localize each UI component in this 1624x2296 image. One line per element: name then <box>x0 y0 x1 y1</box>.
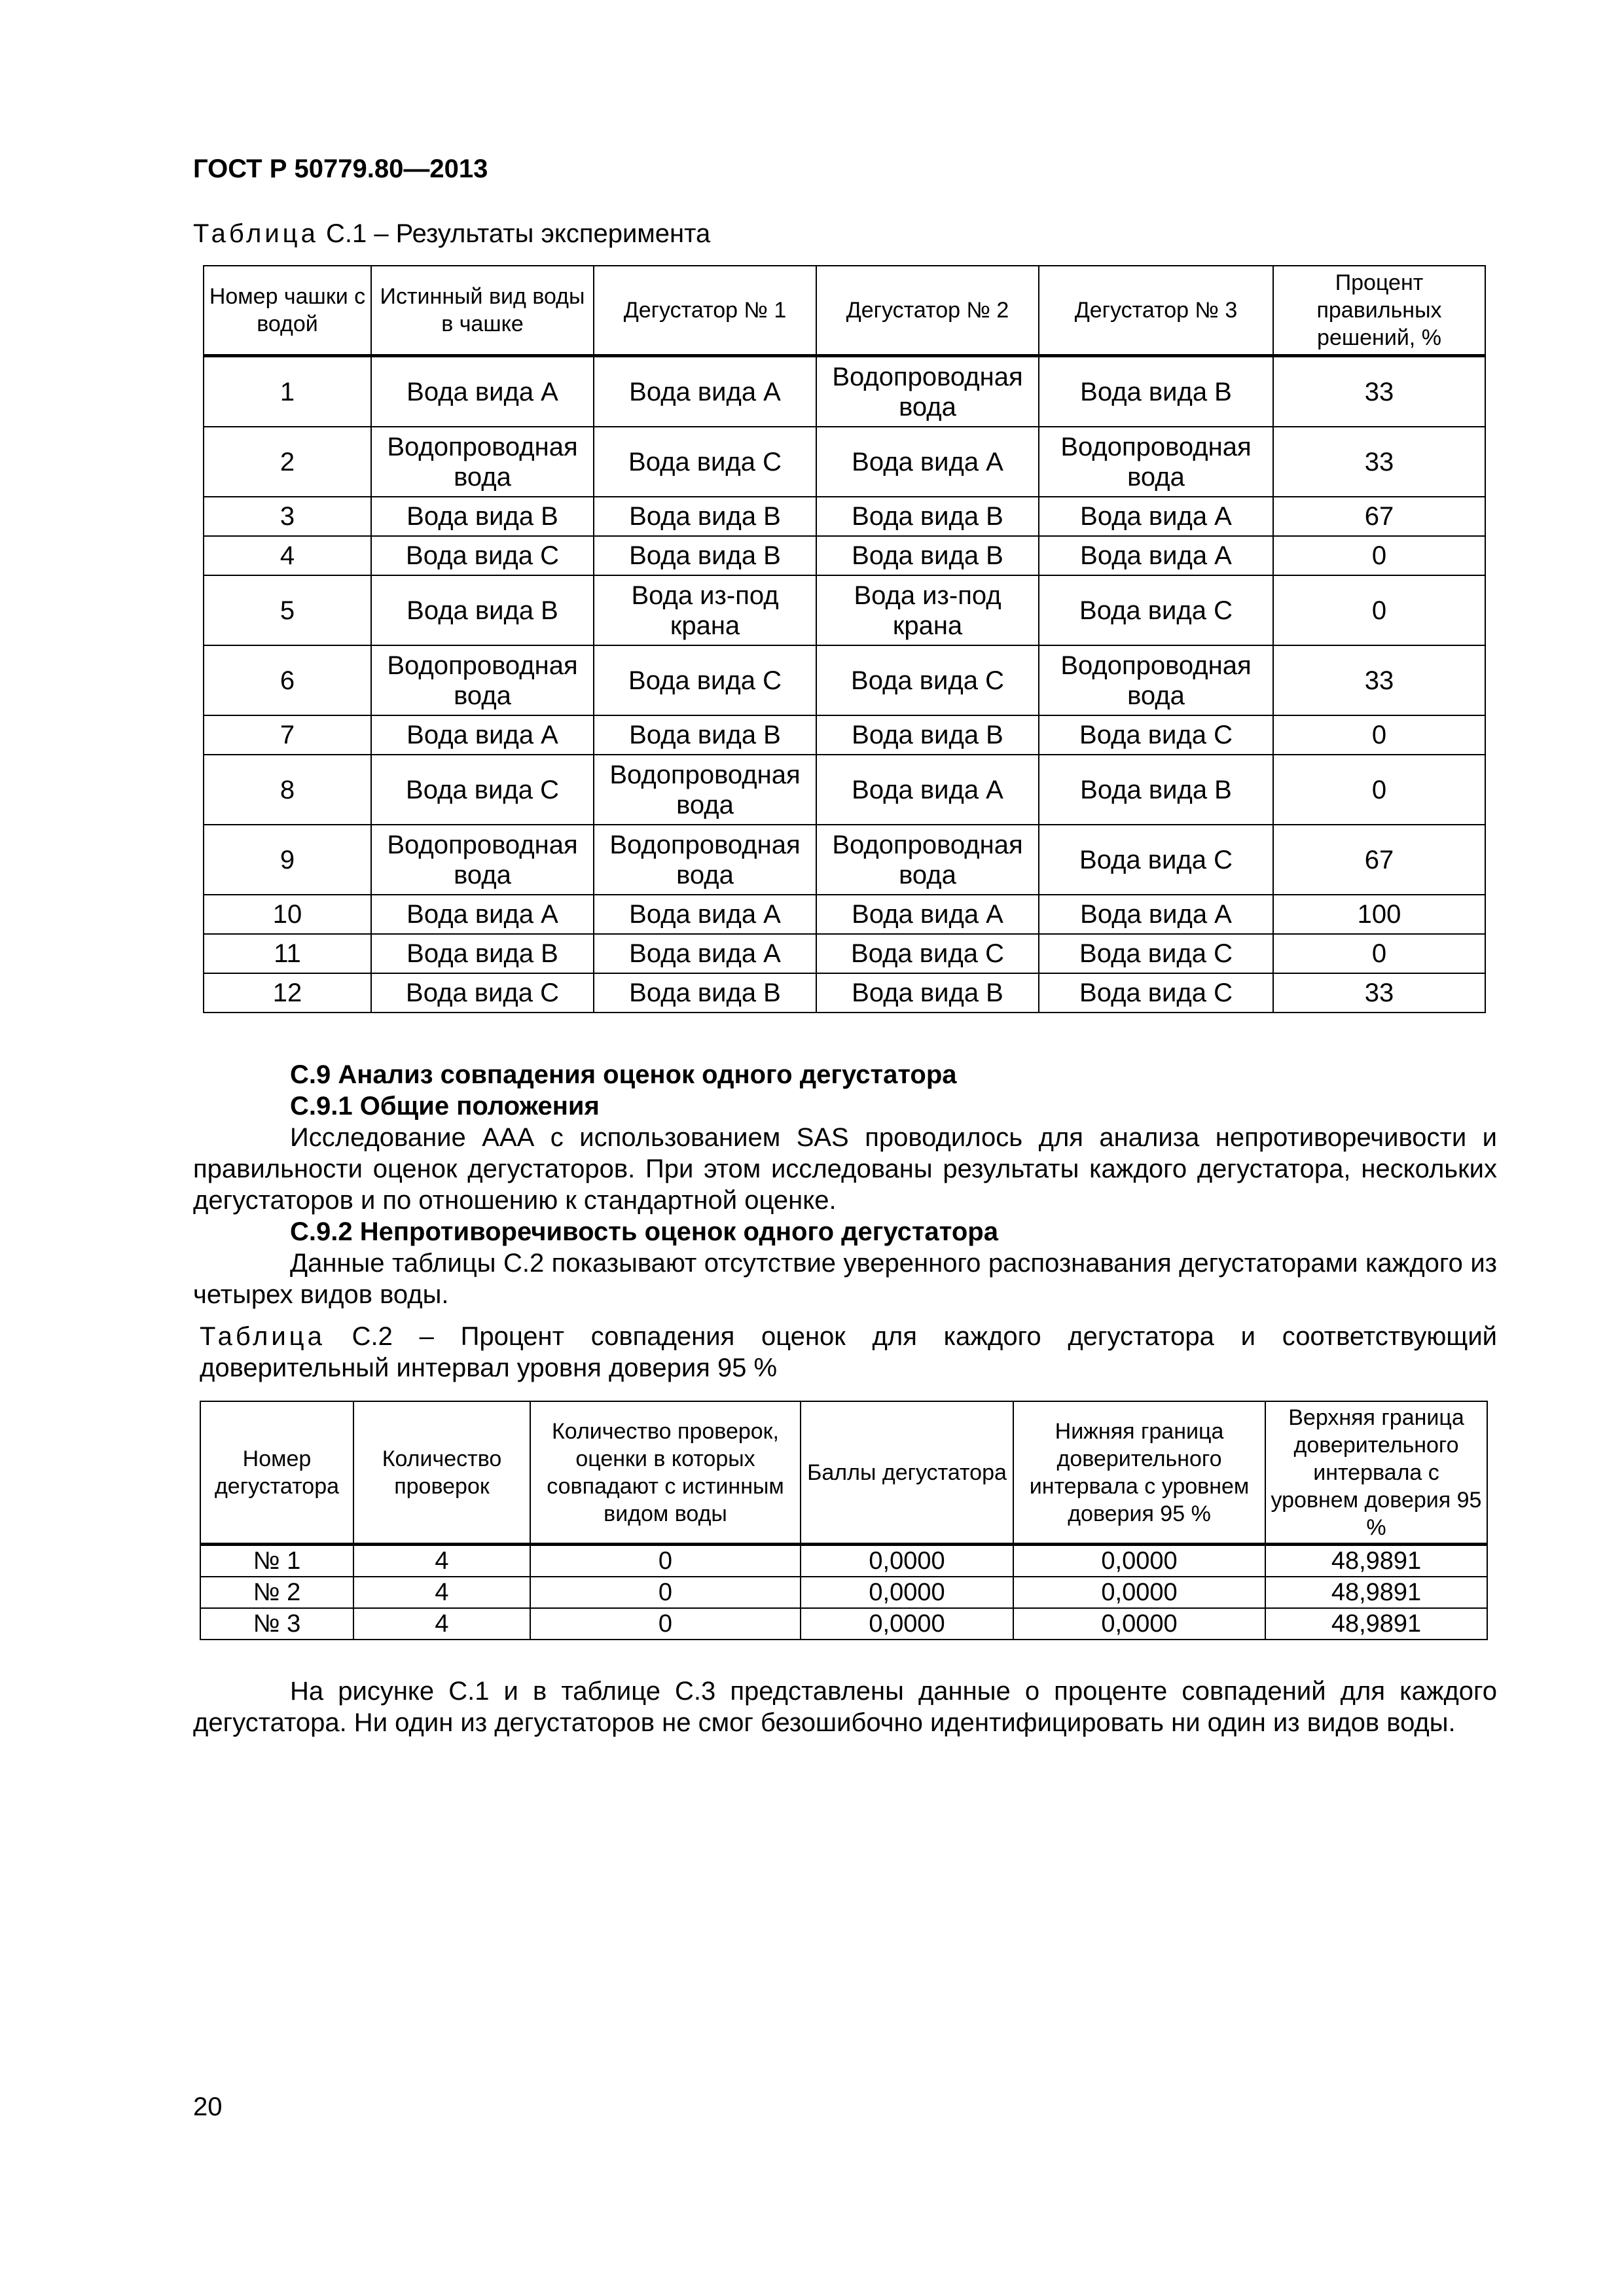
document-code: ГОСТ Р 50779.80—2013 <box>193 154 488 183</box>
agreement-table <box>200 1401 1488 1640</box>
table-cell: 33 <box>1273 427 1485 497</box>
table-row <box>204 427 1485 497</box>
closing-paragraph: На рисунке С.1 и в таблице С.3 представлены данные о проценте совпадений для каждого дегустатора. Ни один из дегустаторов не смог безошибочно идентифицировать ни один из видов воды. <box>193 1677 1497 1737</box>
table-cell: 0 <box>1273 715 1485 755</box>
table-cell: Вода вида А <box>371 715 594 755</box>
table-cell: Вода вида А <box>371 356 594 427</box>
section-c91-heading: С.9.1 Общие положения <box>290 1092 600 1121</box>
table-cell: Вода вида В <box>594 973 816 1013</box>
table1-header-taster1: Дегустатор № 1 <box>594 266 816 356</box>
table-cell: Вода из-под крана <box>594 575 816 645</box>
table-cell: 8 <box>204 755 371 825</box>
table-cell: 0 <box>1273 755 1485 825</box>
table-cell: № 1 <box>200 1545 353 1577</box>
table1-header-percent: Процент правильных решений, % <box>1273 266 1485 356</box>
table-cell: Вода вида С <box>1039 575 1273 645</box>
table-cell: 0 <box>1273 575 1485 645</box>
table-cell: Вода вида А <box>816 895 1039 934</box>
table-cell: 4 <box>353 1577 530 1608</box>
table2-header-matches: Количество проверок, оценки в которых совпадают с истинным видом воды <box>530 1401 801 1545</box>
table-cell: Водопроводная вода <box>594 755 816 825</box>
table1-header-row <box>204 266 1485 356</box>
table-cell: Вода вида В <box>816 973 1039 1013</box>
table-cell: 2 <box>204 427 371 497</box>
table-cell: 48,9891 <box>1265 1608 1487 1640</box>
table-cell: 33 <box>1273 645 1485 715</box>
table-cell: Вода вида В <box>594 715 816 755</box>
table2-header-taster: Номер дегустатора <box>200 1401 353 1545</box>
table-cell: 1 <box>204 356 371 427</box>
table2-header-upper-bound: Верхняя граница доверительного интервала с уровнем доверия 95 % <box>1265 1401 1487 1545</box>
table-cell: Вода вида С <box>594 427 816 497</box>
table-cell: 33 <box>1273 356 1485 427</box>
table-cell: Вода вида С <box>1039 715 1273 755</box>
table-cell: Вода вида С <box>816 934 1039 973</box>
table-cell: Вода вида В <box>371 575 594 645</box>
table-cell: Водопроводная вода <box>371 825 594 895</box>
table-cell: Вода вида А <box>1039 536 1273 575</box>
table2-header-row <box>200 1401 1487 1545</box>
table-cell: 7 <box>204 715 371 755</box>
table-row <box>204 895 1485 934</box>
table-cell: 4 <box>204 536 371 575</box>
table2-header-lower-bound: Нижняя граница доверительного интервала с уровнем доверия 95 % <box>1013 1401 1265 1545</box>
table-cell: Вода из-под крана <box>816 575 1039 645</box>
table2-header-checks: Количество проверок <box>353 1401 530 1545</box>
table-cell: 0,0000 <box>1013 1608 1265 1640</box>
table-cell: Вода вида А <box>816 427 1039 497</box>
table-cell: 0,0000 <box>801 1545 1013 1577</box>
page-number: 20 <box>193 2092 223 2121</box>
table-cell: Вода вида С <box>1039 973 1273 1013</box>
table-cell: Вода вида А <box>594 895 816 934</box>
table-cell: 6 <box>204 645 371 715</box>
table-row <box>200 1545 1487 1577</box>
table-cell: 0,0000 <box>1013 1577 1265 1608</box>
table-cell: Вода вида В <box>594 536 816 575</box>
table-cell: 0 <box>530 1545 801 1577</box>
table-cell: Вода вида А <box>1039 895 1273 934</box>
section-c9-heading: С.9 Анализ совпадения оценок одного дегустатора <box>290 1060 957 1089</box>
table-cell: Водопроводная вода <box>816 356 1039 427</box>
table-cell: № 2 <box>200 1577 353 1608</box>
table-cell: Вода вида А <box>594 934 816 973</box>
table-cell: Вода вида А <box>594 356 816 427</box>
table-cell: 0 <box>1273 934 1485 973</box>
table-cell: 9 <box>204 825 371 895</box>
section-c91-text: Исследование ААА с использованием SAS проводилось для анализа непротиворечивости и правильности оценок дегустаторов. При этом исследованы результаты каждого дегустатора, нескольких дегустаторов и по отношению к стандартной оценке. <box>193 1123 1497 1215</box>
table-cell: 0 <box>530 1608 801 1640</box>
table-cell: Вода вида С <box>816 645 1039 715</box>
table-cell: Вода вида А <box>1039 497 1273 536</box>
table-cell: 5 <box>204 575 371 645</box>
table-cell: 67 <box>1273 825 1485 895</box>
table1-header-taster2: Дегустатор № 2 <box>816 266 1039 356</box>
table-row <box>204 715 1485 755</box>
section-c92-text: Данные таблицы С.2 показывают отсутствие уверенного распознавания дегустаторами каждого из четырех видов воды. <box>193 1249 1497 1309</box>
table-cell: 67 <box>1273 497 1485 536</box>
table-cell: Водопроводная вода <box>371 427 594 497</box>
table-cell: Вода вида В <box>594 497 816 536</box>
table-cell: 33 <box>1273 973 1485 1013</box>
table-cell: 0,0000 <box>1013 1545 1265 1577</box>
table1-header-taster3: Дегустатор № 3 <box>1039 266 1273 356</box>
table-cell: Вода вида В <box>816 536 1039 575</box>
table-cell: Водопроводная вода <box>1039 645 1273 715</box>
table-cell: Вода вида В <box>1039 356 1273 427</box>
table-cell: 0,0000 <box>801 1577 1013 1608</box>
table1-caption <box>193 219 710 249</box>
table-cell: 0 <box>530 1577 801 1608</box>
table-cell: 0,0000 <box>801 1608 1013 1640</box>
table-cell: № 3 <box>200 1608 353 1640</box>
table-row <box>204 973 1485 1013</box>
table-cell: Вода вида С <box>371 536 594 575</box>
section-c9 <box>193 1059 1497 1310</box>
table-cell: Вода вида В <box>816 715 1039 755</box>
table-cell: 3 <box>204 497 371 536</box>
table-row <box>204 536 1485 575</box>
table-cell: Вода вида А <box>371 895 594 934</box>
table-row <box>204 934 1485 973</box>
table-row <box>200 1577 1487 1608</box>
table-cell: Водопроводная вода <box>1039 427 1273 497</box>
table-cell: Вода вида С <box>371 973 594 1013</box>
table2-caption-text: С.2 – Процент совпадения оценок для каждого дегустатора и соответствующий доверительный интервал уровня доверия 95 % <box>200 1322 1497 1382</box>
table-cell: 4 <box>353 1608 530 1640</box>
table-cell: 12 <box>204 973 371 1013</box>
table-cell: Вода вида С <box>1039 825 1273 895</box>
table-cell: Водопроводная вода <box>816 825 1039 895</box>
table-row <box>204 755 1485 825</box>
table-cell: Вода вида С <box>371 755 594 825</box>
table-cell: Вода вида А <box>816 755 1039 825</box>
table1-header-true-type: Истинный вид воды в чашке <box>371 266 594 356</box>
table2-caption-label: Таблица <box>200 1322 325 1351</box>
table-cell: Водопроводная вода <box>594 825 816 895</box>
table2-header-score: Баллы дегустатора <box>801 1401 1013 1545</box>
table-cell: Вода вида С <box>594 645 816 715</box>
table-row <box>204 356 1485 427</box>
table1-caption-label: Таблица <box>193 219 319 248</box>
table-cell: 10 <box>204 895 371 934</box>
table1-header-cup: Номер чашки с водой <box>204 266 371 356</box>
table1-caption-text: С.1 – Результаты эксперимента <box>318 219 711 248</box>
table-cell: 11 <box>204 934 371 973</box>
table-row <box>204 497 1485 536</box>
table-cell: 100 <box>1273 895 1485 934</box>
table-cell: Вода вида В <box>371 934 594 973</box>
results-table <box>203 265 1486 1013</box>
table-row <box>200 1608 1487 1640</box>
table-cell: 48,9891 <box>1265 1545 1487 1577</box>
table-cell: Водопроводная вода <box>371 645 594 715</box>
table2-caption <box>200 1321 1497 1384</box>
table-cell: Вода вида В <box>816 497 1039 536</box>
table-cell: Вода вида С <box>1039 934 1273 973</box>
table-row <box>204 825 1485 895</box>
table-cell: 0 <box>1273 536 1485 575</box>
table-cell: Вода вида В <box>371 497 594 536</box>
table-row <box>204 645 1485 715</box>
table-cell: Вода вида В <box>1039 755 1273 825</box>
table-cell: 48,9891 <box>1265 1577 1487 1608</box>
table-row <box>204 575 1485 645</box>
table-cell: 4 <box>353 1545 530 1577</box>
section-c92-heading: С.9.2 Непротиворечивость оценок одного дегустатора <box>290 1217 998 1246</box>
